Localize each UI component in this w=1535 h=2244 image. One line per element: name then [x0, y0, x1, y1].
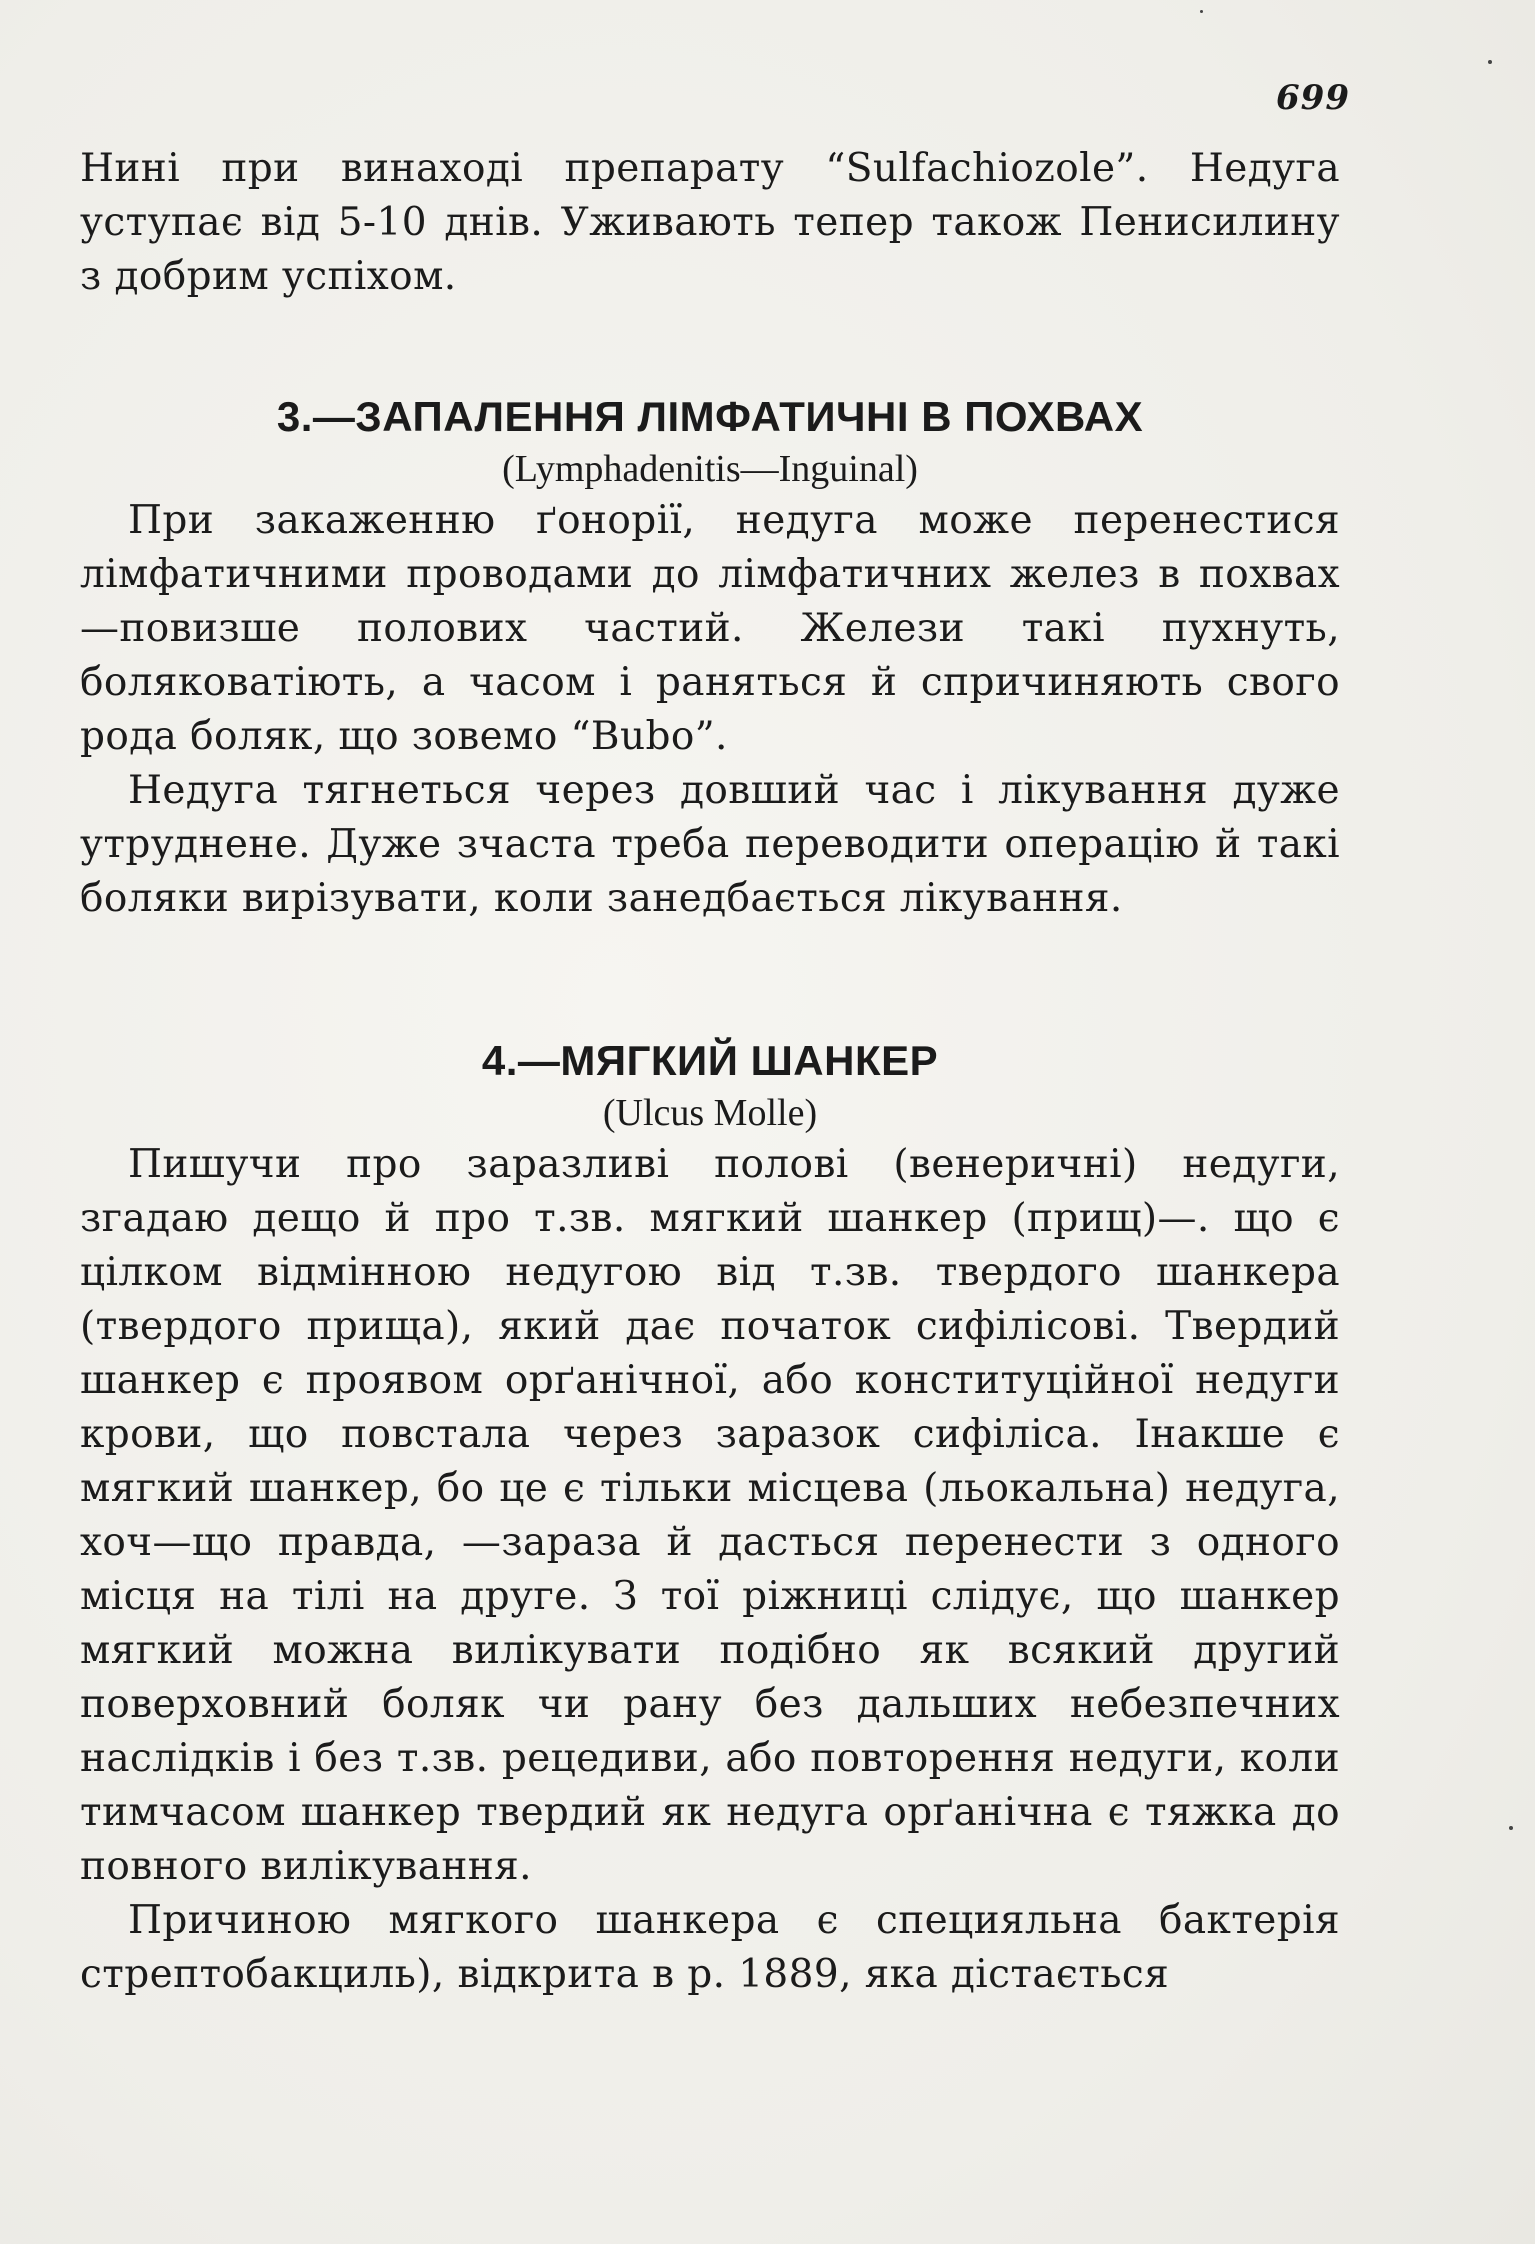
section-4-paragraph: Пишучи про заразливі полові (венеричні) недуги, згадаю дещо й про т.зв. мягкий шанкер (прищ)—. що є цілком відмінною недугою від т.зв. твердого шанкера (твердого прища), який дає початок сифілісові. Твердий шанкер є проявом орґанічної, або конституційної недуги крови, що повстала через заразок сифіліса. Інакше є мягкий шанкер, бо це є тільки місцева (льокальна) недуга, хоч—що правда, —зараза й дасться перенести з одного місця на тілі на друге. З тої ріжниці слідує, що шанкер мягкий можна вилікувати подібно як всякий другий поверховний боляк чи рану без дальших небезпечних наслідків і без т.зв. рецедиви, або повторення недуги, коли тимчасом шанкер твердий як недуга орґанічна є тяжка до повного вилікування.	[80, 1142, 1340, 1889]
section-4-paragraph: Причиною мягкого шанкера є специяльна бактерія стрептобакциль), відкрита в р. 1889, яка дістається	[80, 1898, 1340, 1997]
paper-speck	[1200, 10, 1203, 13]
paper-speck	[1488, 60, 1492, 64]
section-3-latin-name: (Lymphadenitis—Inguinal)	[502, 448, 918, 490]
intro-paragraph: Нині при винаході препарату “Sulfachiozole”. Недуга уступає від 5-10 днів. Уживають тепер також Пенисилину з добрим успіхом.	[80, 146, 1340, 299]
page-content	[80, 142, 1340, 2002]
section-3-paragraph: При закаженню ґонорії, недуга може перенестися лімфатичними проводами до лімфатичних желез в похвах—повизше полових частий. Желези такі пухнуть, боляковатіють, а часом і раняться й спричиняють свого рода боляк, що зовемо “Bubo”.	[80, 498, 1340, 759]
section-4-latin-name: (Ulcus Molle)	[602, 1092, 818, 1134]
section-3-title: 3.—ЗАПАЛЕННЯ ЛІМФАТИЧНІ В ПОХВАХ	[276, 393, 1144, 440]
section-4-title: 4.—МЯГКИЙ ШАНКЕР	[481, 1037, 939, 1084]
paper-speck	[1509, 1826, 1513, 1830]
page-number: 699	[1276, 78, 1350, 118]
section-3-paragraph: Недуга тягнеться через довший час і лікування дуже утруднене. Дуже зчаста треба переводити операцію й такі боляки вирізувати, коли занедбається лікування.	[80, 768, 1340, 921]
